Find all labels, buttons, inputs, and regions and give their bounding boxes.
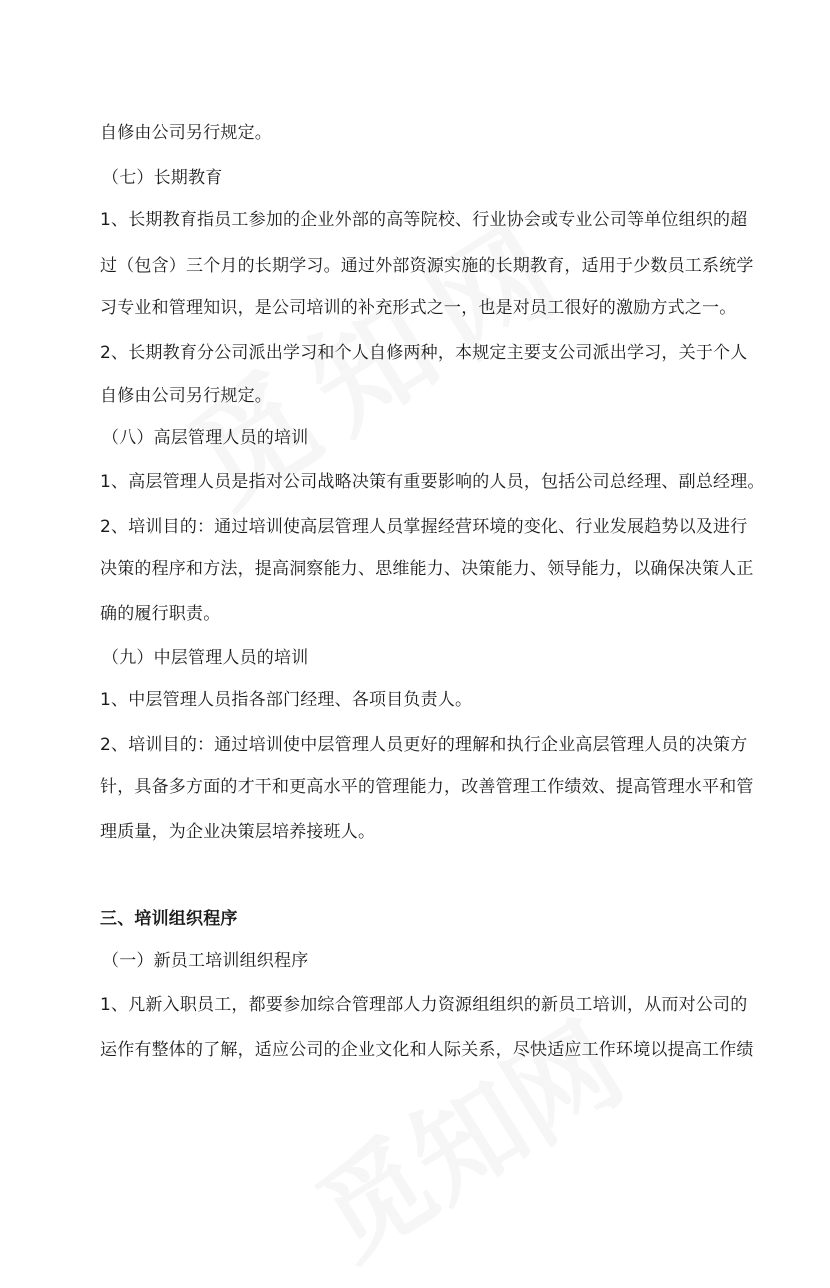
paragraph-line: 针，具备多方面的才干和更高水平的管理能力，改善管理工作绩效、提高管理水平和管 <box>100 777 754 797</box>
paragraph-line: 2、长期教育分公司派出学习和个人自修两种，本规定主要支公司派出学习，关于个人 <box>100 343 748 363</box>
paragraph-line: 运作有整体的了解，适应公司的企业文化和人际关系，尽快适应工作环境以提高工作绩 <box>100 1040 754 1060</box>
watermark-secondary <box>283 980 647 1288</box>
section-heading-long-term-education: （七）长期教育 <box>102 168 223 188</box>
paragraph-line: 理质量，为企业决策层培养接班人。 <box>100 822 376 842</box>
paragraph-line: 1、长期教育指员工参加的企业外部的高等院校、行业协会或专业公司等单位组织的超 <box>100 210 748 230</box>
paragraph-line: 1、中层管理人员指各部门经理、各项目负责人。 <box>100 690 473 710</box>
watermark <box>153 148 787 782</box>
paragraph-line: 1、高层管理人员是指对公司战略决策有重要影响的人员，包括公司总经理、副总经理。 <box>100 472 765 492</box>
paragraph-line: 2、培训目的：通过培训使高层管理人员掌握经营环境的变化、行业发展趋势以及进行 <box>100 517 748 537</box>
paragraph-line: 2、培训目的：通过培训使中层管理人员更好的理解和执行企业高层管理人员的决策方 <box>100 735 748 755</box>
paragraph-line: 自修由公司另行规定。 <box>100 386 272 406</box>
paragraph-line: 自修由公司另行规定。 <box>100 123 272 143</box>
paragraph-line: 决策的程序和方法，提高洞察能力、思维能力、决策能力、领导能力，以确保决策人正 <box>100 559 754 579</box>
paragraph-line: 过（包含）三个月的长期学习。通过外部资源实施的长期教育，适用于少数员工系统学 <box>100 256 754 276</box>
section-heading-new-employee-procedure: （一）新员工培训组织程序 <box>102 951 309 971</box>
chapter-heading-training-procedure: 三、培训组织程序 <box>100 909 238 929</box>
section-heading-senior-management: （八）高层管理人员的培训 <box>102 428 309 448</box>
paragraph-line: 1、凡新入职员工，都要参加综合管理部人力资源组组织的新员工培训，从而对公司的 <box>100 995 748 1015</box>
paragraph-line: 习专业和管理知识，是公司培训的补充形式之一，也是对员工很好的激励方式之一。 <box>100 298 737 318</box>
section-heading-middle-management: （九）中层管理人员的培训 <box>102 648 309 668</box>
paragraph-line: 确的履行职责。 <box>100 604 221 624</box>
